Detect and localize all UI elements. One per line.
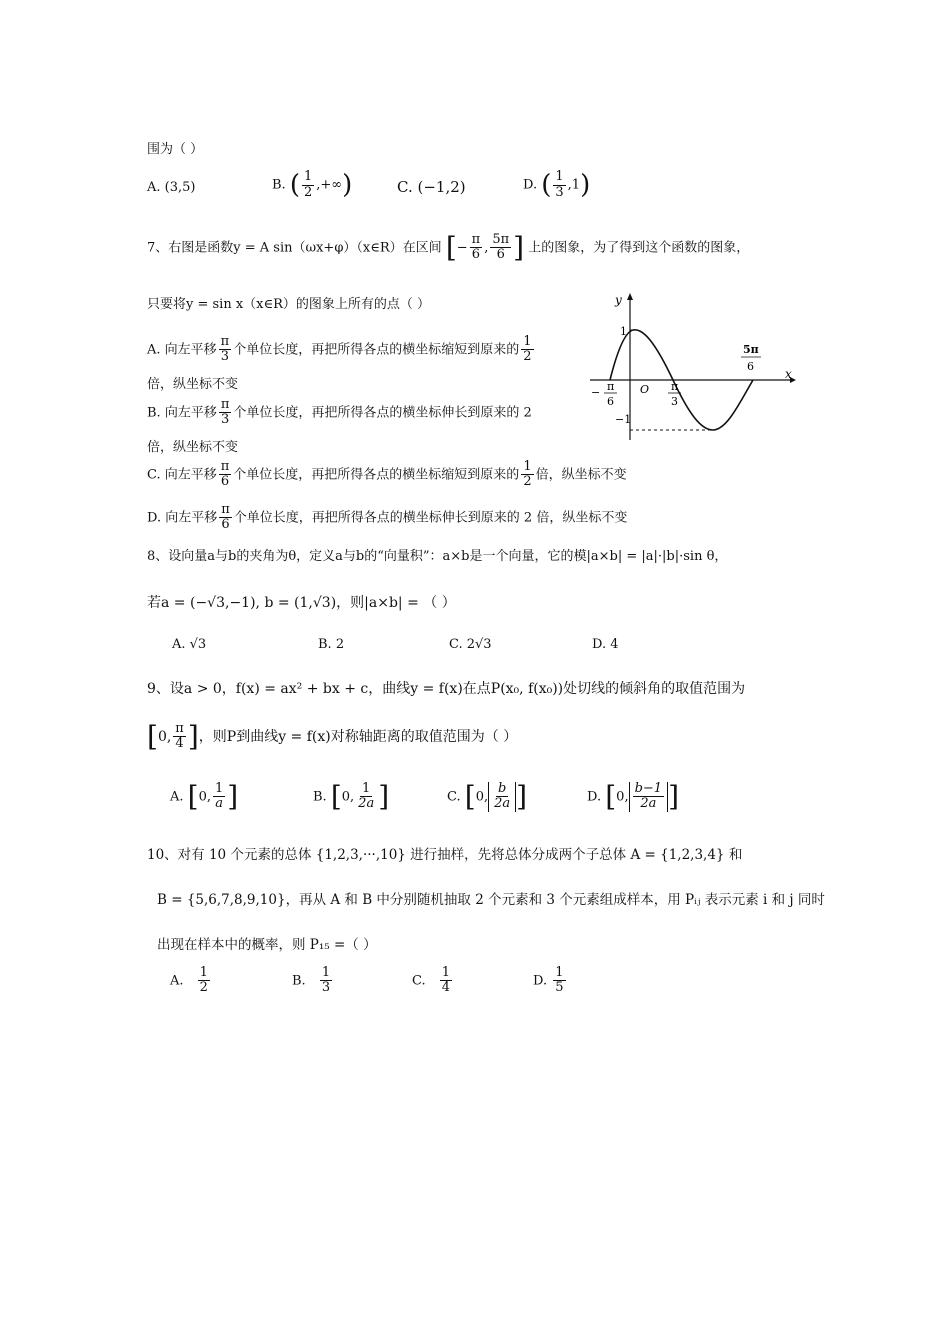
fraction-pi-over-3 [219, 398, 232, 428]
denominator: 5 [555, 980, 564, 996]
fraction [492, 782, 512, 812]
q7-option-a [147, 335, 536, 365]
left-bracket: [ [330, 779, 342, 813]
q7-stem: 7、右图是函数y = A sin（ωx+φ）（x∈R）在区间 [− $\frac{\pi}{6}$ , $\frac{5\pi}{6}$ ] 上的图象，为了得到这个函数的图象， [147, 230, 750, 264]
fraction [198, 966, 210, 996]
denominator: 4 [175, 736, 184, 752]
interval-zero: 0, [341, 789, 355, 805]
q6-option-d-label: D. [523, 177, 538, 193]
numerator: π [220, 397, 230, 412]
numerator: 1 [303, 169, 313, 185]
option-label: D. [587, 789, 602, 805]
q7-option-d-part-1: D. 向左平移 [147, 510, 218, 526]
q6-stem-tail: 围为（ ） [147, 142, 204, 157]
q7-option-b-line-2: 倍，纵坐标不变 [147, 440, 239, 455]
q7-option-c-part-2: 个单位长度，再把所得各点的横坐标缩短到原来的 [233, 467, 520, 483]
denominator: 3 [321, 980, 331, 996]
q7-option-b-part-1: B. 向左平移 [147, 405, 217, 421]
q7-option-d-part-2: 个单位长度，再把所得各点的横坐标伸长到原来的 2 倍，纵坐标不变 [233, 510, 628, 526]
right-bracket: ] [668, 779, 680, 813]
q9-option-b [313, 779, 390, 813]
q6-option-a: A. (3,5) [147, 180, 196, 195]
fraction-pi-over-3 [219, 335, 232, 365]
fraction [356, 782, 376, 812]
numerator: 1 [555, 169, 564, 185]
x-tick-5pi6-num: 5π [743, 343, 759, 356]
q9-stem-line-1: 9、设a > 0，f(x) = ax² + bx + c，曲线y = f(x)在点P(x₀, f(x₀))处切线的倾斜角的取值范围为 [147, 681, 746, 697]
right-bracket: ] [187, 719, 199, 753]
numerator: 1 [215, 781, 224, 796]
numerator: 1 [321, 965, 331, 980]
numerator: π [471, 232, 481, 247]
absolute-value [488, 782, 516, 812]
option-label: D. [533, 973, 548, 989]
q10-option-d [533, 966, 568, 996]
denominator: 3 [555, 184, 564, 200]
q7-option-c-part-3: 倍，纵坐标不变 [535, 467, 627, 483]
denominator: 2 [523, 474, 532, 490]
q7-stem-part-2: 上的图象，为了得到这个函数的图象， [528, 240, 750, 256]
right-bracket: ] [227, 779, 239, 813]
denominator: a [215, 796, 224, 812]
q6-option-b [272, 170, 352, 200]
q7-option-a-part-2: 个单位长度，再把所得各点的横坐标缩短到原来的 [233, 342, 520, 358]
denominator: 2 [303, 184, 313, 200]
numerator: 1 [441, 965, 451, 980]
left-bracket: [ [464, 779, 476, 813]
q8-option-c: C. 2√3 [449, 637, 492, 652]
q7-stem-line-2: 只要将y = sin x（x∈R）的图象上所有的点（ ） [147, 297, 431, 312]
denominator: 2a [494, 796, 511, 812]
x-axis-label: x [785, 367, 792, 381]
q10-stem-line-1: 10、对有 10 个元素的总体 {1,2,3,···,10} 进行抽样，先将总体分成两个子总体 A = {1,2,3,4} 和 [147, 847, 743, 863]
q7-sine-graph [585, 290, 800, 445]
interval-zero: 0, [157, 728, 172, 745]
denominator: 3 [220, 412, 230, 428]
right-paren: ) [342, 170, 353, 200]
q9-option-c [447, 779, 528, 813]
denominator: 6 [496, 247, 505, 263]
denominator: 6 [220, 474, 230, 490]
numerator: 1 [199, 965, 208, 980]
denominator: 6 [221, 517, 230, 533]
numerator: 5π [492, 232, 510, 247]
numerator: 1 [523, 459, 532, 474]
fraction-pi-over-6 [219, 503, 232, 533]
q7-option-b [147, 398, 532, 428]
q8-option-d: D. 4 [592, 637, 619, 652]
y-axis-arrow [627, 293, 633, 300]
q10-option-a [170, 966, 212, 996]
origin-label: O [640, 383, 650, 396]
left-paren: ( [541, 170, 552, 200]
fraction-one-half [521, 335, 533, 365]
denominator: 3 [220, 349, 230, 365]
denominator: 2a [358, 796, 375, 812]
q9-stem-line-2 [147, 719, 518, 753]
q7-option-b-part-2: 个单位长度，再把所得各点的横坐标伸长到原来的 2 [233, 405, 532, 421]
y-tick-minus-one: −1 [615, 413, 632, 426]
fraction [553, 966, 565, 996]
option-label: B. [292, 973, 306, 989]
q6-option-d [523, 170, 590, 200]
fraction-one-half [521, 460, 533, 490]
q7-option-d [147, 503, 627, 533]
x-tick-neg-pi6-den: 6 [607, 395, 614, 408]
option-label: C. [447, 789, 461, 805]
q6-option-b-rest: ,+∞ [316, 177, 343, 193]
numerator: π [220, 459, 230, 474]
numerator: π [175, 721, 184, 736]
y-axis-label: y [615, 293, 622, 307]
q7-option-a-part-1: A. 向左平移 [147, 342, 217, 358]
q8-stem-line-2: 若a = (−√3,−1), b = (1,√3)，则|a×b| = （ ） [147, 595, 456, 611]
right-bracket: ] [513, 230, 525, 264]
left-bracket: [ [147, 719, 158, 753]
q8-option-b: B. 2 [318, 637, 345, 652]
q6-option-d-rest: ,1 [567, 177, 581, 193]
q8-option-a: A. √3 [172, 637, 207, 652]
denominator: 2 [523, 349, 532, 365]
option-label: B. [313, 789, 327, 805]
q7-interval-left [470, 233, 483, 263]
right-bracket: ] [378, 779, 390, 813]
q10-option-c [412, 966, 454, 996]
q6-option-b-frac [302, 170, 314, 200]
q9-stem-part-2: ，则P到曲线y = f(x)对称轴距离的取值范围为（ ） [198, 728, 518, 745]
q9-option-a [170, 779, 239, 813]
x-tick-neg-pi6-sign: − [591, 386, 601, 399]
q10-option-b [292, 966, 334, 996]
interval-zero: 0, [198, 789, 212, 805]
fraction [633, 782, 665, 812]
numerator: b [497, 781, 507, 796]
interval-zero: 0, [475, 789, 489, 805]
x-tick-pi3-num: π [671, 380, 679, 393]
option-label: A. [170, 973, 184, 989]
right-bracket: ] [516, 779, 528, 813]
right-paren: ) [580, 170, 591, 200]
denominator: 2 [199, 980, 208, 996]
numerator: π [220, 334, 230, 349]
absolute-value [629, 782, 669, 812]
q10-stem-line-2: B = {5,6,7,8,9,10}，再从 A 和 B 中分别随机抽取 2 个元素和 3 个元素组成样本，用 Pᵢⱼ 表示元素 i 和 j 同时 [157, 892, 825, 908]
fraction [213, 782, 225, 812]
q7-option-c [147, 460, 627, 490]
numerator: b−1 [634, 781, 663, 796]
q6-option-c: C. (−1,2) [397, 178, 466, 196]
fraction [320, 966, 332, 996]
denominator: 4 [441, 980, 451, 996]
option-label: C. [412, 973, 426, 989]
q6-option-d-frac [553, 170, 565, 200]
q9-option-d [587, 779, 680, 813]
numerator: 1 [523, 334, 532, 349]
x-tick-5pi6-den: 6 [747, 360, 754, 373]
q7-option-a-line-2: 倍，纵坐标不变 [147, 377, 239, 392]
q8-stem-line-1: 8、设向量a与b的夹角为θ，定义a与b的“向量积”：a×b是一个向量，它的模|a×b| = |a|·|b|·sin θ， [147, 549, 728, 564]
left-bracket: [ [187, 779, 199, 813]
fraction [440, 966, 452, 996]
q6-option-b-label: B. [272, 177, 286, 193]
denominator: 2a [640, 796, 657, 812]
x-tick-pi3-den: 3 [671, 395, 678, 408]
interval-zero: 0, [616, 789, 629, 805]
left-bracket: [ [605, 779, 617, 813]
left-bracket: [ [445, 230, 457, 264]
numerator: π [221, 502, 230, 517]
q7-interval-right [490, 233, 511, 263]
q7-option-c-part-1: C. 向左平移 [147, 467, 217, 483]
numerator: 1 [555, 965, 564, 980]
fraction-pi-over-4 [173, 722, 186, 752]
left-paren: ( [289, 170, 300, 200]
y-tick-one: 1 [620, 325, 627, 338]
x-tick-neg-pi6-num: π [607, 380, 615, 393]
option-label: A. [170, 789, 184, 805]
denominator: 6 [471, 247, 481, 263]
q7-stem-part-1: 7、右图是函数y = A sin（ωx+φ）（x∈R）在区间 [147, 240, 442, 256]
numerator: 1 [362, 781, 371, 796]
q10-stem-line-3: 出现在样本中的概率，则 P₁₅ =（ ） [157, 937, 377, 953]
fraction-pi-over-6 [219, 460, 232, 490]
